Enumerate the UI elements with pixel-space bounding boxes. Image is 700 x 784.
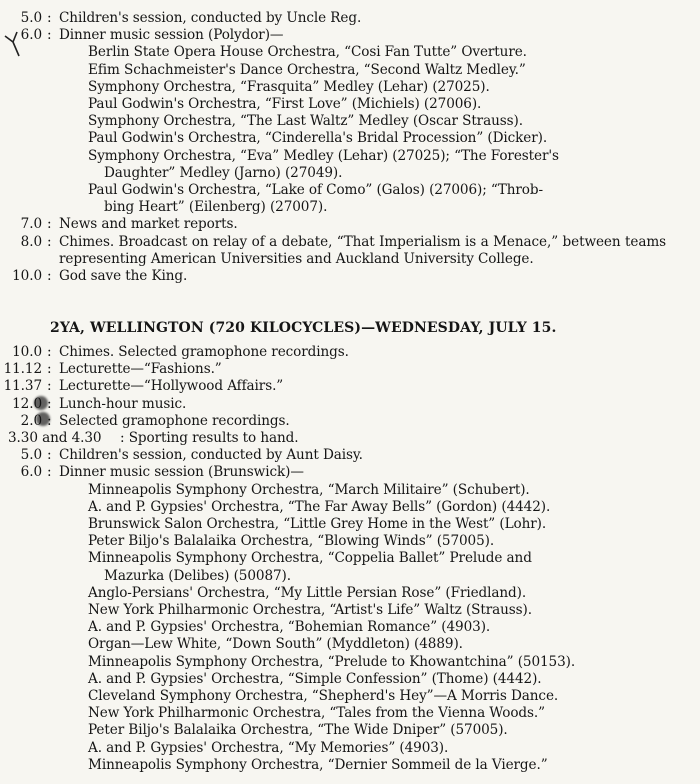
program-item: Anglo-Persians' Orchestra, “My Little Persian Rose” (Friedland). [88,584,527,601]
program-item: A. and P. Gypsies' Orchestra, “My Memories” (4903). [88,739,449,756]
schedule-entry [0,10,700,27]
entry-colon: : [47,216,52,233]
entry-time: 10.0 [12,268,42,285]
schedule-entry [0,344,700,361]
entry-colon: : [47,447,52,464]
entry-colon: : [47,344,52,360]
program-item: Minneapolis Symphony Orchestra, “March Militaire” (Schubert). [88,481,530,498]
entry-colon: : [47,268,52,285]
program-item: Paul Godwin's Orchestra, “Lake of Como” (Galos) (27006); “Throb- [88,182,543,199]
entry-text: Children's session, conducted by Uncle Reg. [59,10,362,26]
entry-text: Chimes. Selected gramophone recordings. [59,344,349,360]
entry-text: Dinner music session (Brunswick)— [59,464,304,481]
schedule-entry [0,27,700,44]
entry-time: 12.0 [12,395,42,412]
entry-colon: : [120,430,129,447]
schedule-entry [0,361,700,378]
entry-text: Lecturette—“Fashions.” [59,361,222,378]
program-item: Symphony Orchestra, “Eva” Medley (Lehar) (27025); “The Forester's [88,147,559,164]
entry-colon: : [47,378,52,395]
program-item: Cleveland Symphony Orchestra, “Shepherd's Hey”—A Morris Dance. [88,688,559,705]
program-item: Efim Schachmeister's Dance Orchestra, “Second Waltz Medley.” [88,61,526,78]
entry-time: 2.0 [20,412,42,429]
program-item-continued: Daughter” Medley (Jarno) (27049). [104,164,343,181]
program-item: Paul Godwin's Orchestra, “First Love” (Michiels) (27006). [88,96,482,113]
lower-program-section [0,344,700,774]
program-item: Minneapolis Symphony Orchestra, “Coppelia Ballet” Prelude and [88,550,532,567]
schedule-entry [0,464,700,481]
upper-program-section [0,10,700,285]
entry-time: 5.0 [20,10,42,26]
program-item-continued: bing Heart” (Eilenberg) (27007). [104,199,328,216]
schedule-entry [0,447,700,464]
program-list [88,44,700,216]
program-item: New York Philharmonic Orchestra, “Artist's Life” Waltz (Strauss). [88,602,532,619]
schedule-entry [0,268,700,285]
entry-colon: : [47,464,52,481]
entry-text: Chimes. Broadcast on relay of a debate, “That Imperialism is a Menace,” between teams representing American Universities and Auckland University College. [59,233,666,267]
station-heading: 2YA, WELLINGTON (720 KILOCYCLES)—WEDNESDAY, JULY 15. [50,320,557,336]
entry-time: 6.0 [20,464,42,481]
program-item: Symphony Orchestra, “The Last Waltz” Medley (Oscar Strauss). [88,113,523,130]
program-item: Brunswick Salon Orchestra, “Little Grey Home in the West” (Lohr). [88,516,547,533]
program-item-continued: Mazurka (Delibes) (50087). [104,567,291,584]
entry-time: 8.0 [20,233,42,250]
entry-text: Dinner music session (Polydor)— [59,27,284,44]
entry-text: God save the King. [59,268,188,285]
entry-colon: : [47,27,52,44]
entry-colon: : [47,412,52,429]
entry-colon: : [47,10,52,26]
program-item: Minneapolis Symphony Orchestra, “Prelude to Khowantchina” (50153). [88,653,576,670]
entry-time: 5.0 [20,447,42,464]
program-item: Symphony Orchestra, “Frasquita” Medley (Lehar) (27025). [88,78,490,95]
program-list [88,482,700,774]
schedule-entry [0,216,700,233]
entry-time: 6.0 [20,27,42,44]
program-item: Peter Biljo's Balalaika Orchestra, “The Wide Dniper” (57005). [88,722,508,739]
program-item: A. and P. Gypsies' Orchestra, “Bohemian Romance” (4903). [88,619,491,636]
schedule-entry [0,234,700,268]
entry-text-body: Sporting results to hand. [128,430,299,447]
entry-time: 10.0 [12,344,42,360]
entry-text: Lecturette—“Hollywood Affairs.” [59,378,284,395]
program-item: New York Philharmonic Orchestra, “Tales from the Vienna Woods.” [88,705,545,722]
program-item: Peter Biljo's Balalaika Orchestra, “Blowing Winds” (57005). [88,533,495,550]
entry-time: 7.0 [20,216,42,233]
entry-time: 11.37 [3,378,42,395]
entry-time: 3.30 and 4.30 [8,430,102,447]
entry-text [120,430,700,447]
program-item: A. and P. Gypsies' Orchestra, “The Far Away Bells” (Gordon) (4442). [88,498,551,515]
entry-text: Selected gramophone recordings. [59,412,290,429]
program-item: Berlin State Opera House Orchestra, “Cosi Fan Tutte” Overture. [88,44,527,61]
schedule-entry [0,430,700,447]
entry-colon: : [47,233,52,250]
program-item: Organ—Lew White, “Down South” (Myddleton) (4889). [88,636,463,653]
entry-colon: : [47,361,52,378]
entry-time: 11.12 [3,361,42,378]
entry-text: Children's session, conducted by Aunt Daisy. [59,447,363,464]
program-item: Paul Godwin's Orchestra, “Cinderella's Bridal Procession” (Dicker). [88,130,548,147]
schedule-entry [0,396,700,413]
entry-colon: : [47,395,52,412]
entry-text: Lunch-hour music. [59,395,187,412]
schedule-entry [0,413,700,430]
program-item: A. and P. Gypsies' Orchestra, “Simple Confession” (Thome) (4442). [88,670,542,687]
schedule-entry [0,378,700,395]
program-item: Minneapolis Symphony Orchestra, “Dernier Sommeil de la Vierge.” [88,756,548,773]
entry-text: News and market reports. [59,216,238,233]
